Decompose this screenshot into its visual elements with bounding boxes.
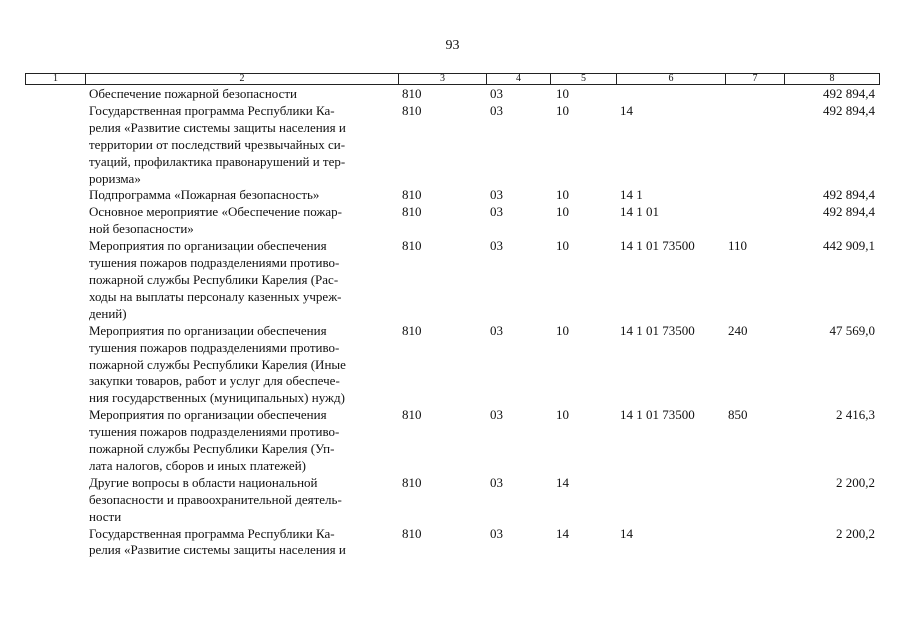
table-row — [25, 204, 880, 238]
description-line: ния государственных (муниципальных) нужд) — [89, 390, 345, 406]
cell-description — [85, 103, 398, 188]
description-line: пожарной службы Республики Карелия (Рас- — [89, 271, 339, 287]
description-line: релия «Развитие системы защиты населения и — [89, 542, 346, 558]
page-number: 93 — [445, 38, 460, 53]
description-line: территории от последствий чрезвычайных си- — [89, 136, 346, 152]
cell-c3: 810 — [402, 322, 422, 338]
description-line: пожарной службы Республики Карелия (Иные — [89, 356, 346, 372]
cell-c3: 810 — [402, 474, 422, 490]
cell-c8: 2 200,2 — [836, 525, 875, 541]
cell-c7: 110 — [728, 238, 748, 254]
description-line: Мероприятия по организации обеспечения — [89, 238, 327, 254]
description-line: ходы на выплаты персоналу казенных учреж- — [89, 288, 342, 304]
description-line: Подпрограмма «Пожарная безопасность» — [89, 187, 320, 203]
cell-c5: 10 — [556, 102, 569, 118]
cell-c5: 10 — [556, 86, 569, 101]
cell-c6: 14 1 — [620, 187, 643, 203]
description-line: Мероприятия по организации обеспечения — [89, 407, 327, 423]
cell-c5: 14 — [556, 525, 569, 541]
cell-c5: 10 — [556, 187, 569, 203]
description-line: пожарной службы Республики Карелия (Уп- — [89, 441, 335, 457]
cell-description — [85, 187, 398, 204]
cell-c5: 10 — [556, 322, 569, 338]
description-line: тушения пожаров подразделениями противо- — [89, 424, 340, 440]
cell-c3: 810 — [402, 238, 422, 254]
table-row — [25, 526, 880, 560]
description-line: ной безопасности» — [89, 221, 194, 237]
cell-c3: 810 — [402, 407, 422, 423]
cell-c4: 03 — [490, 187, 503, 203]
table-body — [25, 86, 880, 559]
cell-c8: 442 909,1 — [823, 238, 875, 254]
cell-c5: 10 — [556, 238, 569, 254]
column-header-1: 1 — [26, 74, 86, 84]
cell-description — [85, 238, 398, 323]
cell-c6: 14 — [620, 102, 633, 118]
description-line: релия «Развитие системы защиты населения и — [89, 119, 346, 135]
table-row — [25, 187, 880, 204]
cell-description — [85, 204, 398, 238]
cell-c6: 14 1 01 73500 — [620, 238, 695, 254]
cell-c7: 240 — [728, 322, 748, 338]
cell-c5: 10 — [556, 407, 569, 423]
description-line: лата налогов, сборов и иных платежей) — [89, 457, 306, 473]
column-header-5: 5 — [551, 74, 617, 84]
cell-c3: 810 — [402, 525, 422, 541]
description-line: Другие вопросы в области национальной — [89, 474, 318, 490]
table-row — [25, 103, 880, 188]
description-line: дений) — [89, 305, 127, 321]
cell-description — [85, 526, 398, 560]
cell-c4: 03 — [490, 407, 503, 423]
cell-c6: 14 1 01 73500 — [620, 407, 695, 423]
column-header-6: 6 — [617, 74, 726, 84]
table-header — [25, 73, 880, 85]
cell-c6: 14 1 01 73500 — [620, 322, 695, 338]
description-line: туаций, профилактика правонарушений и тер- — [89, 153, 346, 169]
description-line: Государственная программа Республики Ка- — [89, 525, 335, 541]
column-header-4: 4 — [487, 74, 551, 84]
cell-description — [85, 407, 398, 475]
cell-c4: 03 — [490, 102, 503, 118]
cell-c7: 850 — [728, 407, 748, 423]
cell-c4: 03 — [490, 525, 503, 541]
table-row — [25, 407, 880, 475]
description-line: тушения пожаров подразделениями противо- — [89, 255, 340, 271]
description-line: Обеспечение пожарной безопасности — [89, 86, 298, 101]
description-line: Основное мероприятие «Обеспечение пожар- — [89, 204, 342, 220]
cell-c3: 810 — [402, 86, 422, 101]
table-row — [25, 86, 880, 103]
cell-c6: 14 1 01 — [620, 204, 659, 220]
column-header-3: 3 — [399, 74, 487, 84]
description-line: тушения пожаров подразделениями противо- — [89, 339, 340, 355]
cell-c5: 10 — [556, 204, 569, 220]
cell-c4: 03 — [490, 238, 503, 254]
description-line: ности — [89, 508, 122, 524]
cell-c4: 03 — [490, 474, 503, 490]
cell-c3: 810 — [402, 102, 422, 118]
cell-c3: 810 — [402, 204, 422, 220]
column-header-7: 7 — [726, 74, 785, 84]
description-line: Государственная программа Республики Ка- — [89, 102, 335, 118]
column-header-2: 2 — [86, 74, 399, 84]
cell-description — [85, 86, 398, 103]
cell-c8: 492 894,4 — [823, 187, 875, 203]
cell-c8: 492 894,4 — [823, 102, 875, 118]
cell-c5: 14 — [556, 474, 569, 490]
description-line: Мероприятия по организации обеспечения — [89, 322, 327, 338]
cell-description — [85, 323, 398, 408]
table-row — [25, 238, 880, 323]
description-line: безопасности и правоохранительной деятель- — [89, 491, 342, 507]
cell-c6: 14 — [620, 525, 633, 541]
description-line: роризма» — [89, 170, 141, 186]
cell-c8: 2 416,3 — [836, 407, 875, 423]
cell-c8: 2 200,2 — [836, 474, 875, 490]
cell-c8: 492 894,4 — [823, 204, 875, 220]
cell-c8: 47 569,0 — [829, 322, 875, 338]
table-row — [25, 323, 880, 408]
column-header-8: 8 — [829, 73, 835, 84]
cell-c4: 03 — [490, 86, 503, 101]
cell-description — [85, 475, 398, 526]
cell-c3: 810 — [402, 187, 422, 203]
cell-c8: 492 894,4 — [823, 86, 875, 101]
cell-c4: 03 — [490, 204, 503, 220]
table-row — [25, 475, 880, 526]
description-line: закупки товаров, работ и услуг для обеспече- — [89, 373, 340, 389]
cell-c4: 03 — [490, 322, 503, 338]
